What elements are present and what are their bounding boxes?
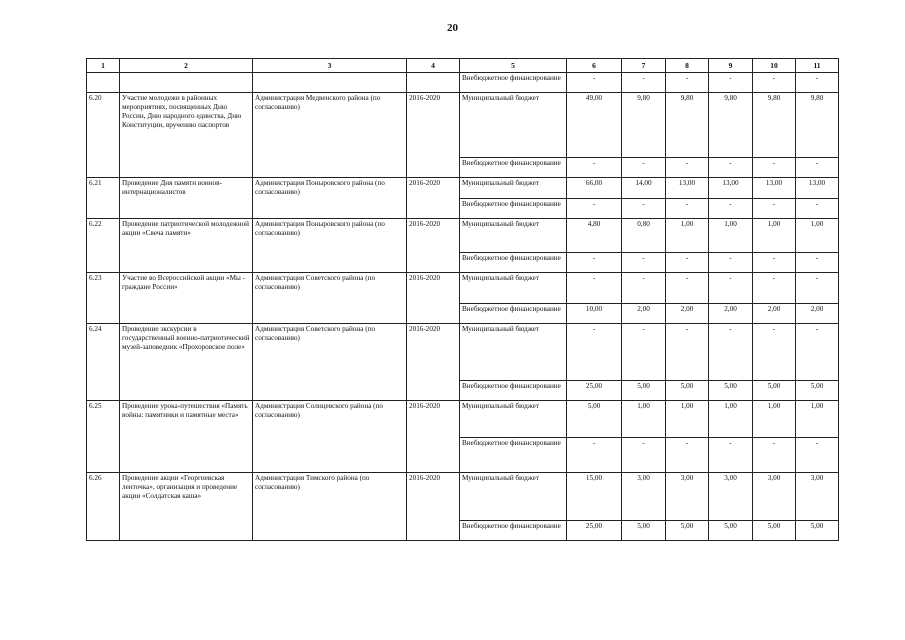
value-cell: - bbox=[796, 438, 839, 473]
value-cell: - bbox=[753, 253, 796, 273]
column-header: 3 bbox=[253, 59, 407, 73]
value-cell: 5,00 bbox=[753, 521, 796, 541]
value-cell: 1,00 bbox=[709, 219, 753, 253]
executor: Администрация Тимского района (по согласованию) bbox=[253, 473, 407, 541]
page-number: 20 bbox=[447, 22, 458, 34]
value-cell: 5,00 bbox=[796, 521, 839, 541]
value-cell: 10,00 bbox=[567, 304, 622, 324]
value-cell: - bbox=[796, 158, 839, 178]
table-row bbox=[87, 401, 839, 438]
executor: Администрация Советского района (по согласованию) bbox=[253, 273, 407, 324]
value-cell: 5,00 bbox=[666, 521, 709, 541]
value-cell: 1,00 bbox=[796, 219, 839, 253]
column-header: 4 bbox=[407, 59, 460, 73]
empty-cell bbox=[87, 73, 120, 93]
row-code: 6.22 bbox=[87, 219, 120, 273]
value-cell: - bbox=[666, 73, 709, 93]
value-cell: 15,00 bbox=[567, 473, 622, 521]
executor: Администрация Поныровского района (по согласованию) bbox=[253, 178, 407, 219]
value-cell: 1,00 bbox=[753, 219, 796, 253]
event-name: Проведение урока-путешествия «Память войны: памятники и памятные места» bbox=[120, 401, 253, 473]
row-code: 6.24 bbox=[87, 324, 120, 401]
table-row bbox=[87, 324, 839, 381]
table-row bbox=[87, 219, 839, 253]
value-cell: 0,80 bbox=[622, 219, 666, 253]
funding-source: Внебюджетное финансирование bbox=[460, 521, 567, 541]
funding-source: Муниципальный бюджет bbox=[460, 273, 567, 304]
value-cell: 3,00 bbox=[709, 473, 753, 521]
funding-source: Внебюджетное финансирование bbox=[460, 199, 567, 219]
period: 2016-2020 bbox=[407, 324, 460, 401]
period: 2016-2020 bbox=[407, 473, 460, 541]
value-cell: 5,00 bbox=[796, 381, 839, 401]
value-cell: 14,00 bbox=[622, 178, 666, 199]
value-cell: 9,80 bbox=[753, 93, 796, 158]
row-code: 6.26 bbox=[87, 473, 120, 541]
column-header: 9 bbox=[709, 59, 753, 73]
empty-cell bbox=[253, 73, 407, 93]
funding-source: Муниципальный бюджет bbox=[460, 324, 567, 381]
funding-source: Внебюджетное финансирование bbox=[460, 438, 567, 473]
row-code: 6.25 bbox=[87, 401, 120, 473]
column-header: 10 bbox=[753, 59, 796, 73]
value-cell: 3,00 bbox=[753, 473, 796, 521]
value-cell: - bbox=[753, 199, 796, 219]
funding-source: Муниципальный бюджет bbox=[460, 93, 567, 158]
value-cell: 13,00 bbox=[796, 178, 839, 199]
value-cell: - bbox=[622, 438, 666, 473]
value-cell: 2,00 bbox=[622, 304, 666, 324]
value-cell: 5,00 bbox=[622, 521, 666, 541]
value-cell: 5,00 bbox=[622, 381, 666, 401]
table-row-continuation bbox=[87, 73, 839, 93]
column-header: 6 bbox=[567, 59, 622, 73]
value-cell: - bbox=[622, 253, 666, 273]
table-body bbox=[87, 73, 839, 541]
event-name: Участие молодежи в районных мероприятиях, посвященных Дню России, Дню народного единства, Дню Конституции, вручению паспортов bbox=[120, 93, 253, 178]
value-cell: - bbox=[666, 253, 709, 273]
value-cell: 5,00 bbox=[666, 381, 709, 401]
financing-table bbox=[86, 58, 839, 541]
value-cell: - bbox=[709, 253, 753, 273]
value-cell: 3,00 bbox=[796, 473, 839, 521]
executor: Администрация Солнцевского района (по согласованию) bbox=[253, 401, 407, 473]
value-cell: - bbox=[796, 253, 839, 273]
column-header: 8 bbox=[666, 59, 709, 73]
value-cell: 9,80 bbox=[709, 93, 753, 158]
value-cell: 4,80 bbox=[567, 219, 622, 253]
funding-source: Муниципальный бюджет bbox=[460, 178, 567, 199]
value-cell: 1,00 bbox=[666, 219, 709, 253]
value-cell: - bbox=[796, 273, 839, 304]
value-cell: 5,00 bbox=[753, 381, 796, 401]
empty-cell bbox=[407, 73, 460, 93]
value-cell: 49,00 bbox=[567, 93, 622, 158]
row-code: 6.23 bbox=[87, 273, 120, 324]
row-code: 6.21 bbox=[87, 178, 120, 219]
value-cell: - bbox=[709, 273, 753, 304]
table-row bbox=[87, 473, 839, 521]
funding-source: Муниципальный бюджет bbox=[460, 219, 567, 253]
value-cell: - bbox=[567, 253, 622, 273]
value-cell: - bbox=[666, 324, 709, 381]
column-header: 7 bbox=[622, 59, 666, 73]
event-name: Проведение экскурсии в государственный военно-патриотический музей-заповедник «Прохоровское поле» bbox=[120, 324, 253, 401]
table-row bbox=[87, 273, 839, 304]
column-header: 1 bbox=[87, 59, 120, 73]
period: 2016-2020 bbox=[407, 273, 460, 324]
value-cell: - bbox=[567, 438, 622, 473]
event-name: Проведение акции «Георгиевская ленточка», организация и проведение акции «Солдатская каша» bbox=[120, 473, 253, 541]
event-name: Проведение Дня памяти воинов-интернационалистов bbox=[120, 178, 253, 219]
value-cell: - bbox=[709, 324, 753, 381]
value-cell: 3,00 bbox=[666, 473, 709, 521]
value-cell: - bbox=[709, 158, 753, 178]
value-cell: - bbox=[666, 273, 709, 304]
value-cell: 9,80 bbox=[622, 93, 666, 158]
table-row bbox=[87, 178, 839, 199]
value-cell: 25,00 bbox=[567, 521, 622, 541]
event-name: Проведение патриотической молодежной акции «Свеча памяти» bbox=[120, 219, 253, 273]
funding-source: Внебюджетное финансирование bbox=[460, 73, 567, 93]
value-cell: - bbox=[753, 73, 796, 93]
value-cell: - bbox=[567, 273, 622, 304]
value-cell: - bbox=[796, 324, 839, 381]
value-cell: 1,00 bbox=[709, 401, 753, 438]
column-header: 5 bbox=[460, 59, 567, 73]
value-cell: 9,80 bbox=[796, 93, 839, 158]
funding-source: Внебюджетное финансирование bbox=[460, 381, 567, 401]
value-cell: 5,00 bbox=[709, 381, 753, 401]
value-cell: - bbox=[567, 73, 622, 93]
value-cell: - bbox=[567, 158, 622, 178]
period: 2016-2020 bbox=[407, 401, 460, 473]
value-cell: - bbox=[709, 73, 753, 93]
value-cell: 2,00 bbox=[666, 304, 709, 324]
column-header: 11 bbox=[796, 59, 839, 73]
value-cell: - bbox=[709, 438, 753, 473]
value-cell: - bbox=[753, 438, 796, 473]
value-cell: 66,00 bbox=[567, 178, 622, 199]
value-cell: - bbox=[753, 158, 796, 178]
value-cell: 13,00 bbox=[709, 178, 753, 199]
value-cell: 1,00 bbox=[753, 401, 796, 438]
executor: Администрация Поныровского района (по согласованию) bbox=[253, 219, 407, 273]
funding-source: Внебюджетное финансирование bbox=[460, 304, 567, 324]
event-name: Участие во Всероссийской акции «Мы - граждане России» bbox=[120, 273, 253, 324]
value-cell: - bbox=[567, 324, 622, 381]
value-cell: 25,00 bbox=[567, 381, 622, 401]
period: 2016-2020 bbox=[407, 219, 460, 273]
value-cell: 2,00 bbox=[709, 304, 753, 324]
value-cell: - bbox=[666, 158, 709, 178]
value-cell: 1,00 bbox=[796, 401, 839, 438]
funding-source: Внебюджетное финансирование bbox=[460, 158, 567, 178]
value-cell: - bbox=[622, 273, 666, 304]
value-cell: 1,00 bbox=[666, 401, 709, 438]
value-cell: - bbox=[796, 73, 839, 93]
value-cell: - bbox=[666, 438, 709, 473]
header-row bbox=[87, 59, 839, 73]
value-cell: - bbox=[709, 199, 753, 219]
period: 2016-2020 bbox=[407, 93, 460, 178]
value-cell: - bbox=[796, 199, 839, 219]
executor: Администрация Медвенского района (по согласованию) bbox=[253, 93, 407, 178]
value-cell: 3,00 bbox=[622, 473, 666, 521]
column-header: 2 bbox=[120, 59, 253, 73]
value-cell: - bbox=[753, 273, 796, 304]
value-cell: - bbox=[622, 199, 666, 219]
executor: Администрация Советского района (по согласованию) bbox=[253, 324, 407, 401]
row-code: 6.20 bbox=[87, 93, 120, 178]
value-cell: 5,00 bbox=[567, 401, 622, 438]
value-cell: 2,00 bbox=[753, 304, 796, 324]
value-cell: 13,00 bbox=[666, 178, 709, 199]
value-cell: - bbox=[622, 158, 666, 178]
value-cell: - bbox=[753, 324, 796, 381]
value-cell: - bbox=[666, 199, 709, 219]
value-cell: 1,00 bbox=[622, 401, 666, 438]
table-row bbox=[87, 93, 839, 158]
period: 2016-2020 bbox=[407, 178, 460, 219]
value-cell: 5,00 bbox=[709, 521, 753, 541]
empty-cell bbox=[120, 73, 253, 93]
value-cell: - bbox=[567, 199, 622, 219]
funding-source: Внебюджетное финансирование bbox=[460, 253, 567, 273]
value-cell: - bbox=[622, 324, 666, 381]
value-cell: 2,00 bbox=[796, 304, 839, 324]
funding-source: Муниципальный бюджет bbox=[460, 401, 567, 438]
funding-source: Муниципальный бюджет bbox=[460, 473, 567, 521]
value-cell: 9,80 bbox=[666, 93, 709, 158]
value-cell: - bbox=[622, 73, 666, 93]
value-cell: 13,00 bbox=[753, 178, 796, 199]
